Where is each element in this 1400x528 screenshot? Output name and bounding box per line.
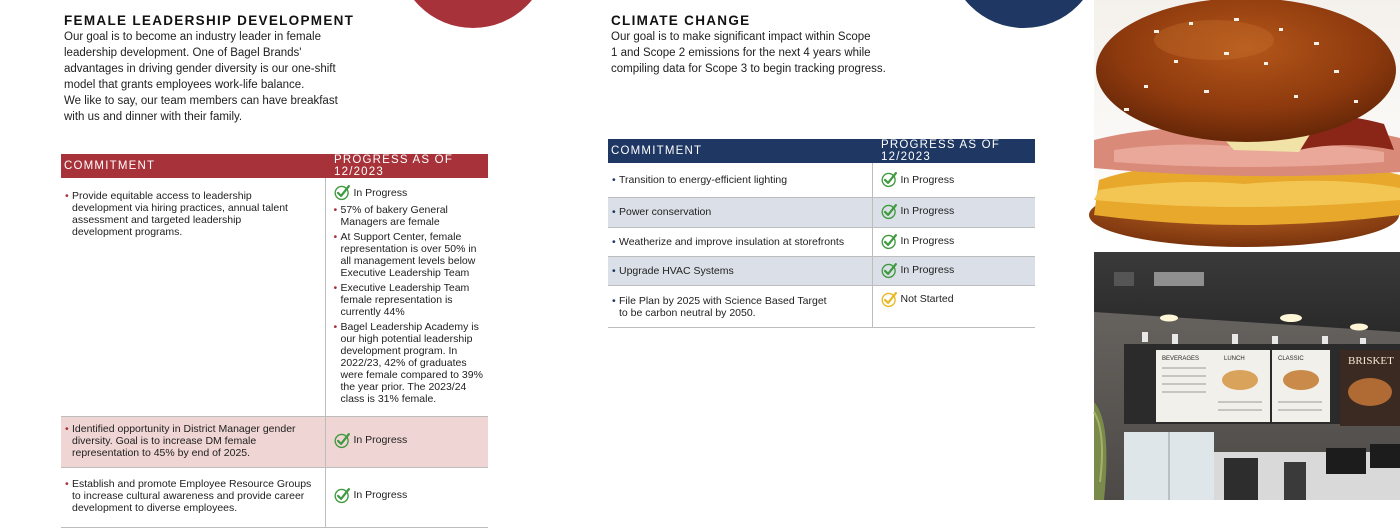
status-badge: In Progress: [881, 233, 1034, 250]
status-badge: In Progress: [334, 184, 487, 201]
commitment-cell: [608, 197, 872, 227]
blue-circle-decoration: [948, 0, 1100, 28]
progress-cell: [872, 256, 1035, 285]
leadership-body-line: Our goal is to become an industry leader in female: [64, 31, 321, 43]
leadership-body-line: with us and dinner with their family.: [64, 111, 243, 123]
commitment-cell: [608, 163, 872, 197]
commitment-cell: [61, 467, 325, 527]
commitment-text: • Provide equitable access to leadership development via hiring practices, annual talent assessment and targeted leadership development programs.: [65, 190, 319, 238]
check-green-icon: [881, 171, 898, 188]
commitment-text: • Identified opportunity in District Manager gender diversity. Goal is to increase DM female representation to 45% by end of 2025.: [65, 423, 319, 459]
climate-body-line: 1 and Scope 2 emissions for the next 4 years while: [611, 47, 871, 59]
check-green-icon: [881, 233, 898, 250]
commitment-cell: [608, 256, 872, 285]
status-badge: In Progress: [334, 487, 487, 504]
progress-details: [334, 204, 487, 405]
table-row: [61, 467, 488, 527]
detail-item: • Executive Leadership Team female representation is currently 44%: [334, 282, 487, 318]
commitment-text: • Upgrade HVAC Systems: [612, 265, 868, 277]
progress-cell: [872, 285, 1035, 327]
table-row: [608, 227, 1035, 256]
table-row: [61, 178, 488, 416]
climate-body-line: Our goal is to make significant impact within Scope: [611, 31, 871, 43]
menu-board-label: LUNCH: [1224, 356, 1245, 362]
progress-cell: [325, 178, 488, 416]
bagel-sandwich-photo: [1094, 0, 1400, 247]
climate-body: [611, 29, 921, 77]
header-progress: PROGRESS AS OF 12/2023: [872, 139, 1035, 163]
table-header-row: [608, 139, 1035, 163]
check-green-icon: [881, 262, 898, 279]
progress-cell: [872, 227, 1035, 256]
leadership-body: [64, 29, 364, 125]
menu-board-label: CLASSIC: [1278, 356, 1304, 362]
store-interior-photo: [1094, 252, 1400, 500]
table-header-row: [61, 154, 488, 178]
menu-board-label: BRISKET: [1348, 355, 1394, 367]
climate-title: CLIMATE CHANGE: [611, 13, 751, 28]
commitment-cell: [61, 416, 325, 467]
header-progress: PROGRESS AS OF 12/2023: [325, 154, 488, 178]
status-badge: In Progress: [881, 203, 1034, 220]
status-badge: In Progress: [881, 171, 1034, 188]
progress-cell: [325, 416, 488, 467]
leadership-body-line: model that grants employees work-life balance.: [64, 79, 305, 91]
climate-table: [608, 139, 1035, 328]
leadership-table: [61, 154, 488, 528]
table-row: [61, 416, 488, 467]
red-circle-decoration: [397, 0, 549, 28]
check-green-icon: [334, 487, 351, 504]
status-badge: In Progress: [881, 262, 1034, 279]
check-gold-icon: [881, 291, 898, 308]
detail-item: • At Support Center, female representation is over 50% in all management levels below Executive Leadership Team: [334, 231, 487, 279]
check-green-icon: [881, 203, 898, 220]
leadership-title: FEMALE LEADERSHIP DEVELOPMENT: [64, 13, 355, 28]
leadership-body-line: We like to say, our team members can have breakfast: [64, 95, 338, 107]
header-commitment: COMMITMENT: [608, 139, 872, 163]
leadership-body-line: advantages in driving gender diversity is our one-shift: [64, 63, 336, 75]
check-green-icon: [334, 432, 351, 449]
commitment-cell: [608, 285, 872, 327]
commitment-cell: [61, 178, 325, 416]
commitment-cell: [608, 227, 872, 256]
climate-body-line: compiling data for Scope 3 to begin tracking progress.: [611, 63, 886, 75]
table-row: [608, 197, 1035, 227]
commitment-text: • Power conservation: [612, 206, 868, 218]
progress-cell: [872, 197, 1035, 227]
table-row: [608, 256, 1035, 285]
header-commitment: COMMITMENT: [61, 154, 325, 178]
leadership-body-line: leadership development. One of Bagel Brands': [64, 47, 302, 59]
status-badge: Not Started: [881, 291, 1034, 308]
detail-item: • Bagel Leadership Academy is our high potential leadership development program. In 2022/23, 42% of graduates were female compared to 39% the year prior. The 2023/24 class is 31% female.: [334, 321, 487, 405]
progress-cell: [872, 163, 1035, 197]
commitment-text: • Establish and promote Employee Resource Groups to increase cultural awareness and provide career development to diverse employees.: [65, 478, 319, 514]
status-badge: In Progress: [334, 432, 487, 449]
commitment-text: • Weatherize and improve insulation at storefronts: [612, 236, 868, 248]
commitment-text: • File Plan by 2025 with Science Based Target to be carbon neutral by 2050.: [612, 295, 868, 319]
check-green-icon: [334, 184, 351, 201]
table-row: [608, 163, 1035, 197]
detail-item: • 57% of bakery General Managers are female: [334, 204, 487, 228]
commitment-text: • Transition to energy-efficient lighting: [612, 174, 868, 186]
menu-board-label: BEVERAGES: [1162, 356, 1200, 362]
progress-cell: [325, 467, 488, 527]
table-row: [608, 285, 1035, 327]
